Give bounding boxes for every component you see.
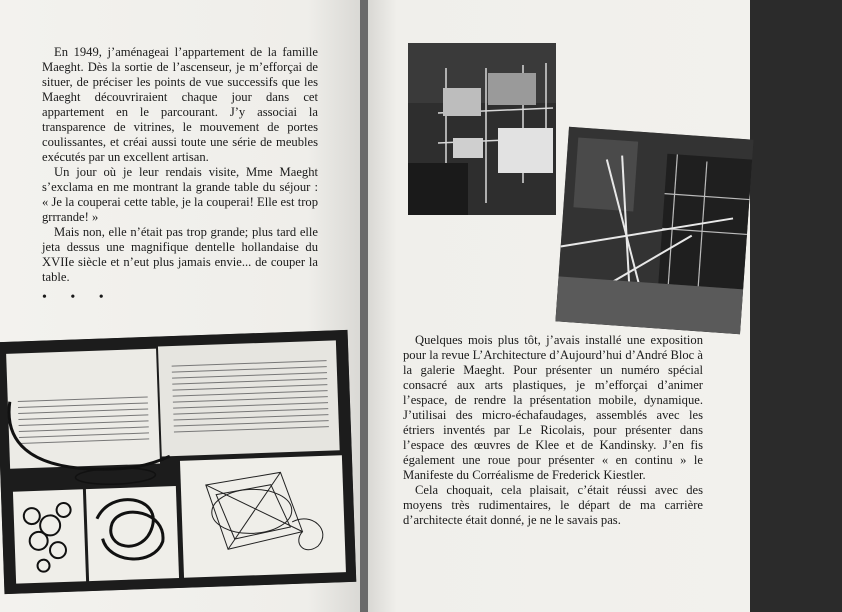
paragraph-visit: Un jour où je leur rendais visite, Mme Maeght s’exclama en me montrant la grande table du séjour : « Je la couperai cette table, je la couperai! Elle est trop grrrande! » (42, 165, 318, 224)
exhibition-photo-wheel (555, 127, 753, 334)
collage-image (0, 330, 356, 594)
left-page-text (42, 45, 318, 285)
photo-drawing (408, 43, 556, 215)
collage-drawing (0, 330, 356, 594)
photo-drawing (555, 127, 753, 334)
right-page-text (403, 333, 703, 528)
book-gutter (360, 0, 368, 612)
scan-background (750, 0, 842, 612)
paragraph-exhibition: Quelques mois plus tôt, j’avais installé une exposition pour la revue L’Architecture d’Aujourd’hui d’André Bloc à la galerie Maeght. Pour présenter un numéro spécial consacré aux arts plastiques, je m’efforçai d’animer l’espace, de rendre la présentation mobile, dynamique. J’utilisai des micro-échafaudages, assemblés avec les étriers inventés par Le Ricolais, pour présenter dans l’espace des œuvres de Klee et de Kandinsky. J’en fis également une roue pour présenter « en continu » le Manifeste du Corréalisme de Frederick Kiestler. (403, 333, 703, 482)
exhibition-photo-scaffolding (408, 43, 556, 215)
section-break: • • • (42, 290, 114, 305)
paragraph-career: Cela choquait, cela plaisait, c’était réussi avec des moyens très rudimentaires, le départ de ma carrière d’architecte était donné, je ne le savais pas. (403, 483, 703, 527)
paragraph-table: Mais non, elle n’était pas trop grande; plus tard elle jeta dessus une magnifique dentelle hollandaise du XVIIe siècle et n’eut plus jamais envie... de couper la table. (42, 225, 318, 284)
paragraph-maeght-apartment: En 1949, j’aménageai l’appartement de la famille Maeght. Dès la sortie de l’ascenseur, je m’efforçai de situer, de préciser les points de vue successifs que les Maeght découvriraient chaque jour dans cet appartement en le parcourant. J’y associai la transparence de vitrines, le mouvement de portes coulissantes, et créai aussi toute une série de meubles exécutés par un excellent artisan. (42, 45, 318, 164)
